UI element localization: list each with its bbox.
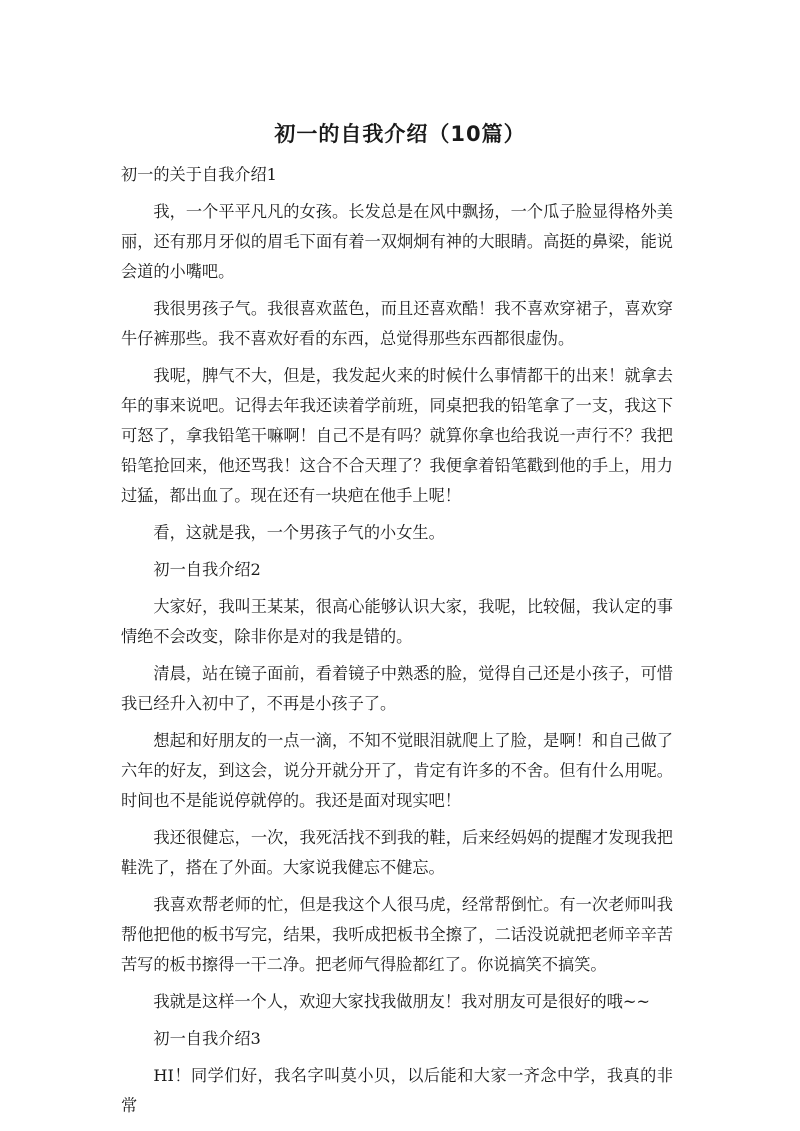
paragraph: 我喜欢帮老师的忙，但是我这个人很马虎，经常帮倒忙。有一次老师叫我帮他把他的板书写完，结果，我听成把板书全擦了，二话没说就把老师辛辛苦苦写的板书擦得一干二净。把老师气得脸都红了。你说搞笑不搞笑。 [121,895,673,974]
paragraph: 大家好，我叫王某某，很高心能够认识大家，我呢，比较倔，我认定的事情绝不会改变，除非你是对的我是错的。 [121,597,673,646]
section-heading: 初一的关于自我介绍1 [121,165,277,184]
document-body [121,160,673,1128]
paragraph: 我就是这样一个人，欢迎大家找我做朋友！我对朋友可是很好的哦~~ [153,992,650,1011]
section-heading: 初一自我介绍3 [153,1029,261,1048]
paragraph: 我还很健忘，一次，我死活找不到我的鞋，后来经妈妈的提醒才发现我把鞋洗了，搭在了外面。大家说我健忘不健忘。 [121,828,673,877]
paragraph: 我，一个平平凡凡的女孩。长发总是在风中飘扬，一个瓜子脸显得格外美丽，还有那月牙似的眉毛下面有着一双炯炯有神的大眼睛。高挺的鼻梁，能说会道的小嘴吧。 [121,202,673,281]
paragraph: 清晨，站在镜子面前，看着镜子中熟悉的脸，觉得自己还是小孩子，可惜我已经升入初中了，不再是小孩子了。 [121,664,673,713]
paragraph: 想起和好朋友的一点一滴，不知不觉眼泪就爬上了脸，是啊！和自己做了六年的好友，到这会，说分开就分开了，肯定有许多的不舍。但有什么用呢。时间也不是能说停就停的。我还是面对现实吧！ [121,731,673,810]
section-heading: 初一自我介绍2 [153,560,261,579]
paragraph: HI！同学们好，我名字叫莫小贝，以后能和大家一齐念中学，我真的非常 [121,1066,673,1115]
paragraph: 我很男孩子气。我很喜欢蓝色，而且还喜欢酷！我不喜欢穿裙子，喜欢穿牛仔裤那些。我不喜欢好看的东西，总觉得那些东西都很虚伪。 [121,299,673,348]
paragraph: 看，这就是我，一个男孩子气的小女生。 [153,523,445,542]
paragraph: 我呢，脾气不大，但是，我发起火来的时候什么事情都干的出来！就拿去年的事来说吧。记得去年我还读着学前班，同桌把我的铅笔拿了一支，我这下可怒了，拿我铅笔干嘛啊！自己不是有吗？就算你拿也给我说一声行不？我把铅笔抢回来，他还骂我！这合不合天理了？我便拿着铅笔戳到他的手上，用力过猛，都出血了。现在还有一块疤在他手上呢！ [121,366,673,505]
document-title: 初一的自我介绍（10篇） [274,122,526,146]
